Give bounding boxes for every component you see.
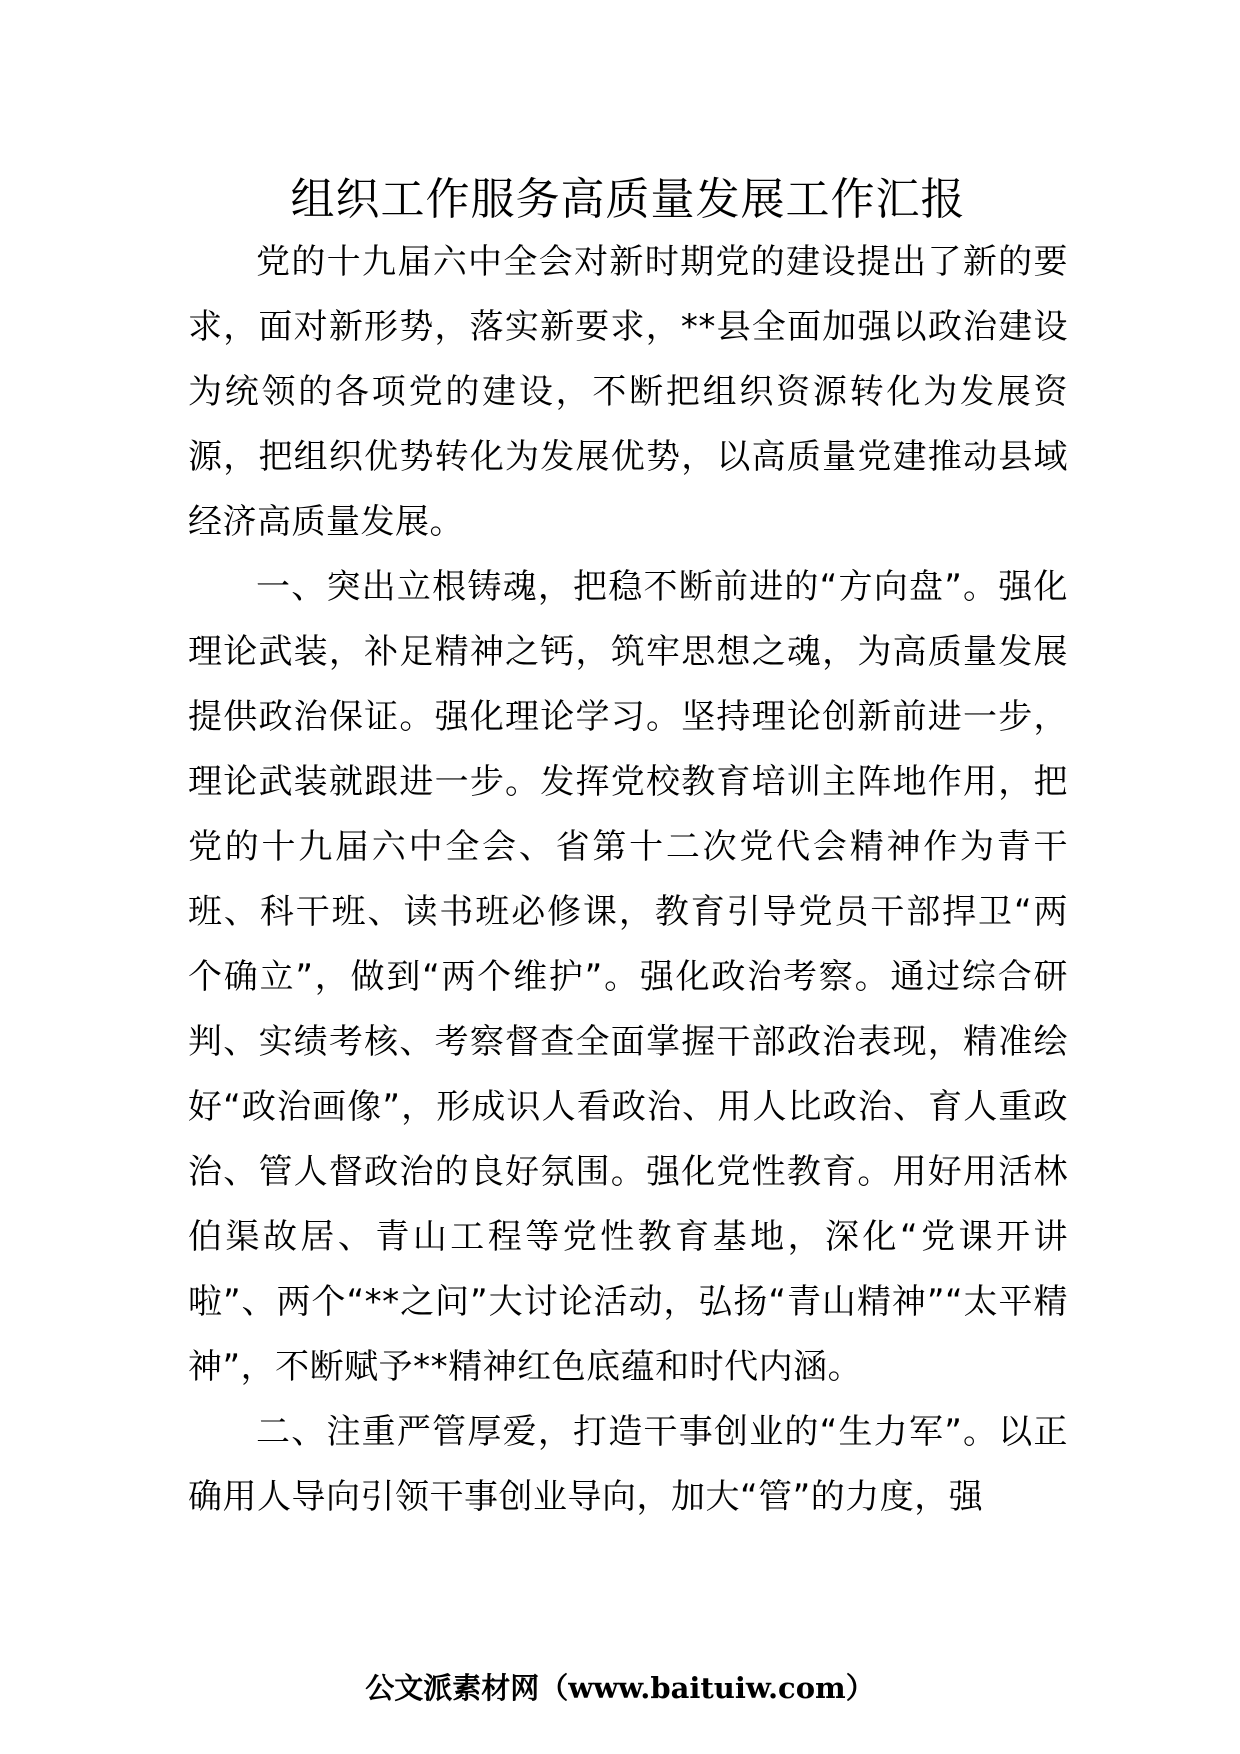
document-title: 组织工作服务高质量发展工作汇报 (290, 174, 966, 225)
document-page (188, 170, 1068, 1530)
paragraph-section-one: 一、突出立根铸魂，把稳不断前进的“方向盘”。强化理论武装，补足精神之钙，筑牢思想之魂，为高质量发展提供政治保证。强化理论学习。坚持理论创新前进一步，理论武装就跟进一步。发挥党校教育培训主阵地作用，把党的十九届六中全会、省第十二次党代会精神作为青干班、科干班、读书班必修课，教育引导党员干部捍卫“两个确立”，做到“两个维护”。强化政治考察。通过综合研判、实绩考核、考察督查全面掌握干部政治表现，精准绘好“政治画像”，形成识人看政治、用人比政治、育人重政治、管人督政治的良好氛围。强化党性教育。用好用活林伯渠故居、青山工程等党性教育基地，深化“党课开讲啦”、两个“**之问”大讨论活动，弘扬“青山精神”“太平精神”，不断赋予**精神红色底蕴和时代内涵。 (188, 567, 1068, 1387)
paragraph-intro: 党的十九届六中全会对新时期党的建设提出了新的要求，面对新形势，落实新要求，**县全面加强以政治建设为统领的各项党的建设，不断把组织资源转化为发展资源，把组织优势转化为发展优势，以高质量党建推动县域经济高质量发展。 (188, 242, 1068, 542)
footer-watermark: 公文派素材网（www.baituiw.com） (365, 1671, 875, 1705)
paragraph-section-two: 二、注重严管厚爱，打造干事创业的“生力军”。以正确用人导向引领干事创业导向，加大“管”的力度，强 (188, 1412, 1068, 1517)
